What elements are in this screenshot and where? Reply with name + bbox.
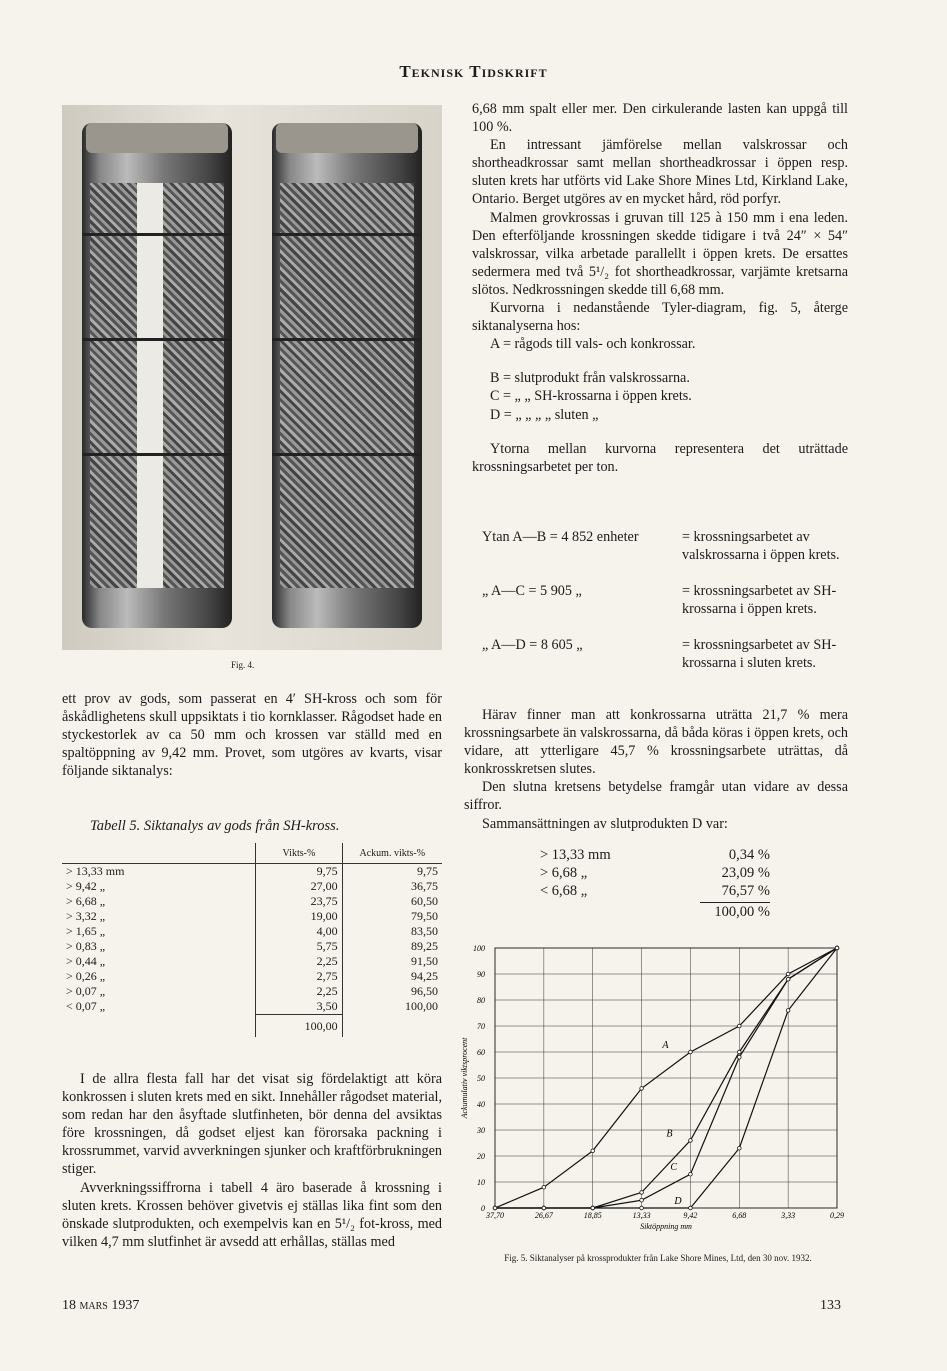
size-cell: > 1,65 „ [66,924,106,938]
table5 [62,843,442,1037]
weight-cell: 23,75 [256,894,342,909]
data-point [689,1139,693,1143]
y-tick-label: 50 [477,1074,485,1083]
tyler-diagram [455,940,855,1250]
comp-value: 0,34 % [728,847,770,863]
accum-cell: 60,50 [411,894,438,908]
accum-cell: 36,75 [411,879,438,893]
data-point [542,1185,546,1189]
paragraph: Kurvorna i nedanstående Tyler-diagram, fig. 5, återge siktanalyserna hos: [472,300,848,335]
definition-A: A = rågods till vals- och konkrossar. [490,336,696,353]
y-tick-label: 60 [477,1048,485,1057]
accum-cell: 79,50 [411,909,438,923]
data-point [542,1206,546,1210]
size-cell: > 0,07 „ [66,984,106,998]
table5-caption: Tabell 5. Siktanalys av gods från SH-kross. [90,818,340,834]
x-axis-label: Siktöppning mm [640,1222,692,1231]
cylinder-left [82,123,232,628]
table-row [62,984,442,999]
table-total-row [62,1015,442,1038]
data-point [689,1172,693,1176]
y-axis-label: Ackumulativ viktsprocent [460,1037,469,1119]
accum-cell: 96,50 [411,984,438,998]
paragraph: Avverkningssiffrorna i tabell 4 äro baserade å krossning i sluten krets. Krossen behöver givetvis ej ställas lika fint som den önskade slutprodukten, och exempelvis kan en 5¹/₂ fot-kross, med vilken 4,7 mm slutfinhet är avsedd att erhållas, ställas med [62,1179,442,1250]
y-tick-label: 90 [477,970,485,979]
paragraph: I de allra flesta fall har det visat sig fördelaktigt att köra konkrossen i sluten krets med en sikt. Innehåller rågodset material, som redan har den åsyftade slutfinheten, bör denna del avsiktas före krossningen, då godset eljest kan förorsaka packning i krossrummet, varvid avverkningen sjunker och kraftförbrukningen stiger. [62,1071,442,1178]
calc-row [482,582,848,636]
right-column-lower [464,706,848,833]
column-header: Vikts-% [256,843,342,864]
data-point [737,1146,741,1150]
accum-cell: 94,25 [411,969,438,983]
data-point [737,1024,741,1028]
comp-size: > 13,33 mm [540,847,611,863]
work-calculation [482,528,848,690]
definition-B: B = slutprodukt från valskrossarna. [490,370,690,387]
calc-lhs: „ A—C = 5 905 „ [482,583,582,599]
table-row [62,999,442,1015]
paragraph: Ytorna mellan kurvorna representera det uträttade krossningsarbetet per ton. [472,440,848,475]
data-point [786,977,790,981]
paragraph: Härav finner man att konkrossarna uträtta 21,7 % mera krossningsarbete än valskrossarna, då båda köras i öppen krets, och vidare, att ytterligare 45,7 % krossningsarbete uträttas, då konkrosskretsen slutes. [464,707,848,778]
journal-title: Teknisk Tidskrift [399,62,548,81]
table-row [62,924,442,939]
data-point [786,1009,790,1013]
weight-cell: 3,50 [256,999,342,1015]
composition-total: 100,00 % [700,902,770,921]
accum-cell: 9,75 [417,864,438,878]
paragraph: 6,68 mm spalt eller mer. Den cirkulerande lasten kan uppgå till 100 %. [472,101,848,136]
table-row [62,894,442,909]
weight-cell: 2,25 [256,984,342,999]
table-row [62,909,442,924]
photo-sample-cylinders [62,105,442,650]
y-tick-label: 80 [477,996,485,1005]
accum-cell: 89,25 [411,939,438,953]
weight-cell: 5,75 [256,939,342,954]
cylinder-right [272,123,422,628]
calc-lhs: „ A—D = 8 605 „ [482,637,583,653]
x-tick-label: 6,68 [732,1211,747,1220]
table-row [62,939,442,954]
weight-cell: 27,00 [256,879,342,894]
paragraph: ett prov av gods, som passerat en 4′ SH-kross och som för åskådlighetens skull uppsiktats i tio kornklasser. Rågodset hade en styckestorlek av ca 50 mm och krossen var ställd med en spaltöppning av 9,42 mm. Provet, som utgöres av kvarts, visar följande siktanalys: [62,691,442,780]
size-cell: > 0,44 „ [66,954,106,968]
calc-row [482,636,848,690]
column-header: Ackum. vikts-% [342,843,442,864]
data-point [591,1206,595,1210]
composition-row [540,882,770,900]
x-tick-label: 0,29 [830,1211,844,1220]
left-column [62,690,442,780]
weight-cell: 2,75 [256,969,342,984]
data-point [737,1055,741,1059]
series-label: A [662,1040,669,1051]
series-label: C [670,1162,678,1174]
x-tick-label: 3,33 [781,1211,796,1220]
calc-rhs: = krossningsarbetet av SH-krossarna i sluten krets. [682,637,837,671]
composition-table [540,846,770,921]
data-point [737,1050,741,1054]
size-cell: > 3,32 „ [66,909,106,923]
y-tick-label: 10 [477,1178,485,1187]
comp-value: 76,57 % [721,883,770,899]
y-tick-label: 30 [477,1126,485,1135]
right-column [472,100,848,476]
data-point [591,1149,595,1153]
comp-size: < 6,68 „ [540,883,588,899]
definition-D: D = „ „ „ „ sluten „ [490,406,599,423]
figure4-caption: Fig. 4. [231,660,255,670]
total-cell: 100,00 [256,1015,342,1038]
weight-cell: 4,00 [256,924,342,939]
data-point [640,1198,644,1202]
calc-rhs: = krossningsarbetet av SH-krossarna i öppen krets. [682,583,837,617]
y-tick-label: 20 [477,1152,485,1161]
accum-cell: 83,50 [411,924,438,938]
paragraph: En intressant jämförelse mellan valskrossar och shortheadkrossar samt mellan shortheadkrossar i öppen resp. sluten krets har utförts vid Lake Shore Mines Ltd, Kirkland Lake, Ontario. Berget utgöres av en mycket hård, röd porfyr. [472,137,848,208]
accum-cell: 100,00 [405,999,438,1014]
composition-row [540,864,770,882]
calc-row [482,528,848,582]
y-tick-label: 0 [481,1204,485,1213]
data-point [689,1050,693,1054]
x-tick-label: 18,85 [583,1211,602,1220]
data-point [640,1087,644,1091]
accum-cell: 91,50 [411,954,438,968]
composition-row [540,846,770,864]
size-cell: > 0,26 „ [66,969,106,983]
series-label: B [666,1128,673,1140]
table-row [62,879,442,894]
weight-cell: 19,00 [256,909,342,924]
data-point [493,1206,497,1210]
paragraph: Den slutna kretsens betydelse framgår utan vidare av dessa siffror. [464,779,848,814]
size-cell: > 13,33 mm [66,864,125,878]
data-point [640,1191,644,1195]
paragraph: Malmen grovkrossas i gruvan till 125 à 150 mm i ena leden. Den efterföljande krossningen skedde tidigare i två 24″ × 54″ valskrossar, vilka arbetade parallellt i öppen krets. De ersattes sedermera med två 5¹/₂ fot shortheadkrossar, varjämte kretsarna slötos. Nedkrossningen skedde till 6,68 mm. [472,209,848,298]
size-cell: < 0,07 „ [66,999,106,1014]
comp-value: 23,09 % [721,865,770,881]
figure5-caption: Fig. 5. Siktanalyser på krossprodukter från Lake Shore Mines, Ltd, den 30 nov. 1932. [504,1253,812,1263]
paragraph: Sammansättningen av slutprodukten D var: [482,815,728,832]
y-tick-label: 100 [473,944,485,953]
table-row [62,864,442,880]
calc-rhs: = krossningsarbetet av valskrossarna i öppen krets. [682,529,840,563]
table-row [62,969,442,984]
table-row [62,954,442,969]
data-point [689,1206,693,1210]
calc-lhs: Ytan A—B = 4 852 enheter [482,529,639,545]
data-point [786,972,790,976]
issue-date: 18 mars 1937 [62,1298,140,1313]
comp-size: > 6,68 „ [540,865,588,881]
y-tick-label: 70 [477,1022,485,1031]
size-cell: > 6,68 „ [66,894,106,908]
size-cell: > 9,42 „ [66,879,106,893]
series-label: D [674,1196,682,1207]
data-point [835,946,839,950]
x-tick-label: 26,67 [534,1211,553,1220]
size-cell: > 0,83 „ [66,939,106,953]
y-tick-label: 40 [477,1100,485,1109]
data-point [640,1206,644,1210]
x-tick-label: 9,42 [683,1211,698,1220]
weight-cell: 9,75 [256,864,342,880]
page-number: 133 [820,1298,841,1313]
weight-cell: 2,25 [256,954,342,969]
left-column-lower [62,1070,442,1251]
definition-C: C = „ „ SH-krossarna i öppen krets. [490,388,692,405]
x-tick-label: 13,33 [632,1211,651,1220]
x-tick-label: 37,70 [486,1211,504,1220]
